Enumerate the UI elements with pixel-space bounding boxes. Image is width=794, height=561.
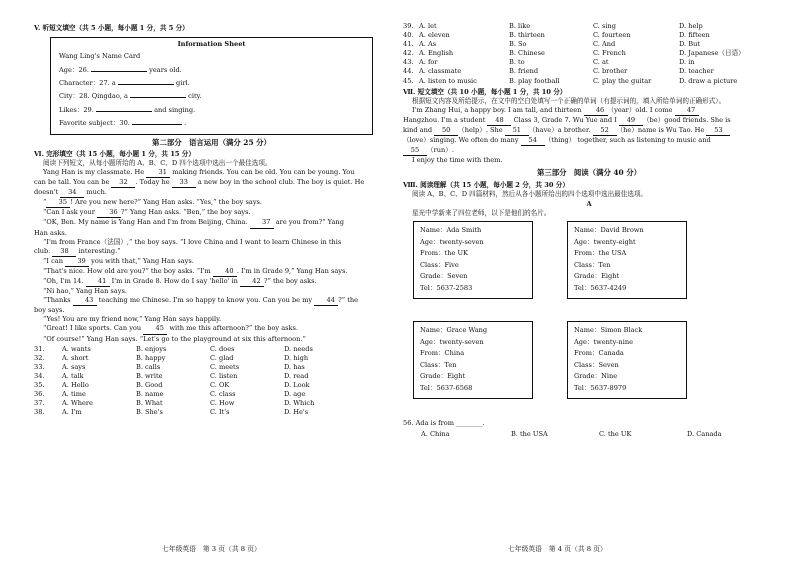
fill-text: I enjoy the time with them. [412, 156, 503, 165]
cloze-line [34, 218, 389, 228]
cloze-line [34, 267, 389, 277]
option-c[interactable]: C. sing [593, 22, 616, 30]
name-card [413, 221, 533, 299]
section-7-title: Ⅶ. 短文填空（共 10 小题，每小题 1 分，共 10 分） [403, 87, 567, 96]
option-d[interactable]: D. draw a picture [679, 76, 738, 85]
option-b[interactable]: B. Chinese [509, 49, 545, 58]
card-line: Tel：5637-6568 [420, 383, 473, 392]
question-number: 39. [403, 22, 414, 30]
card-line: Grade：Seven [420, 272, 468, 281]
cloze-text: “Thanks [43, 296, 73, 305]
cloze-line [34, 247, 389, 257]
option-d[interactable]: D. in [679, 58, 695, 67]
card-line: From：the USA [574, 249, 627, 258]
option-a[interactable]: A. says [62, 362, 86, 371]
option-b[interactable]: B. the USA [511, 430, 548, 439]
section-a-label: A [586, 199, 592, 208]
option-a[interactable]: A. China [421, 430, 450, 439]
section-6-instructions: 阅读下列短文，从每小题所给的 A、B、C、D 四个选项中选出一个最佳选项。 [43, 158, 272, 167]
option-d[interactable]: D. teacher [679, 67, 714, 76]
section-8-title: Ⅷ. 阅读理解（共 15 小题，每小题 2 分，共 30 分） [403, 180, 569, 189]
option-c[interactable]: C. class [210, 390, 236, 399]
option-b[interactable]: B. calls [136, 362, 161, 371]
sheet-row-suffix: city. [186, 92, 202, 101]
part-3-title: 第三部分 阅读（满分 40 分） [536, 168, 642, 178]
blank-36[interactable]: 36 [97, 208, 121, 218]
blank-45[interactable]: 45 [143, 324, 167, 334]
option-c[interactable]: C. fourteen [593, 31, 631, 40]
sheet-row-label: Favorite subject：30. [59, 119, 130, 128]
cloze-line [34, 277, 389, 287]
blank-44[interactable]: 44 [314, 296, 338, 306]
option-c[interactable]: C. does [210, 344, 235, 353]
fill-text: （year）old. I come [607, 105, 675, 114]
cloze-text: ! Are you new here?” Yang Han asks. “Yes,” the boy says. [70, 198, 263, 207]
question-number: 34. [34, 371, 45, 380]
page-footer-4: 七年级英语 第 4 页（共 8 页） [508, 545, 607, 553]
fill-text: （thing） together, such as listening to music and [544, 136, 711, 145]
cloze-text: doesn't [34, 188, 61, 197]
cloze-text: with me this afternoon?” the boy asks. [167, 324, 299, 333]
name-card [413, 321, 533, 399]
option-a[interactable]: A. for [419, 58, 438, 67]
option-b[interactable]: B. She's [136, 408, 163, 417]
cloze-line [34, 324, 389, 334]
fill-line [403, 126, 775, 136]
section-7-instructions: 根据短文内容及所给提示，在文中的空白处填写一个正确的单词（有提示词的，填入所给单词的正确形式）。 [412, 96, 726, 105]
section-5-title: V. 听短文填空（共 5 小题，每小题 1 分，共 5 分） [34, 24, 189, 32]
option-a[interactable]: A. I'm [62, 408, 82, 417]
option-c[interactable]: C. French [593, 49, 626, 58]
card-line: Age：twenty-seven [420, 237, 484, 246]
card-line: Grade：Eight [420, 372, 466, 381]
option-b[interactable]: B. What [136, 399, 163, 408]
question-number: 37. [34, 399, 45, 408]
sheet-blank[interactable] [96, 111, 152, 112]
card-line: From：the UK [420, 249, 468, 258]
option-d[interactable]: D. read [284, 371, 309, 380]
option-b[interactable]: B. to [509, 58, 525, 67]
card-line: Tel：5637-4249 [574, 283, 627, 292]
question-number: 31. [34, 344, 45, 353]
option-b[interactable]: B. name [136, 390, 164, 399]
cloze-text: “Oh, I'm 14. [43, 276, 86, 285]
sheet-title: Information Sheet [177, 40, 246, 49]
cloze-text: ?” Yang Han asks. “Ben,” the boy says. [121, 208, 251, 217]
cards-intro: 星光中学新来了四位老师，以下是他们的名片。 [412, 208, 551, 217]
blank-40[interactable]: 40 [213, 267, 237, 277]
question-number: 33. [34, 362, 45, 371]
cloze-options-continued [403, 22, 775, 86]
option-a[interactable]: A. wants [62, 344, 91, 353]
sheet-row [59, 64, 364, 77]
option-d[interactable]: D. needs [284, 344, 313, 353]
name-card [567, 321, 687, 399]
option-d[interactable]: D. high [284, 353, 309, 362]
cloze-text: a new boy in the school club. The boy is quiet. He [195, 178, 365, 187]
question-number: 32. [34, 353, 45, 362]
fill-line [403, 156, 775, 165]
blank-47[interactable]: 47 [675, 106, 699, 116]
blank-32[interactable]: 32 [111, 178, 135, 188]
question-number: 43. [403, 58, 414, 67]
cloze-text: “I can [43, 256, 66, 265]
option-a[interactable]: A. Where [62, 399, 93, 408]
sheet-row [59, 117, 364, 130]
option-b[interactable]: B. play football [509, 76, 560, 85]
card-line: Age：twenty-seven [420, 337, 484, 346]
question-number: 44. [403, 67, 414, 76]
blank-41[interactable]: 41 [86, 277, 110, 287]
option-d[interactable]: D. has [284, 362, 305, 371]
option-b[interactable]: B. So [509, 40, 527, 49]
cloze-text: you with that,” Yang Han says. [89, 256, 194, 265]
blank-55[interactable]: 55 [403, 146, 427, 156]
option-a[interactable]: A. short [62, 353, 89, 362]
card-line: Class：Seven [574, 360, 619, 369]
cloze-passage [34, 168, 389, 344]
option-d[interactable]: D. Which [284, 399, 315, 408]
fill-text: Class 3, Grade 7. Wu Yue and I [511, 115, 619, 124]
cloze-text: making friends. You can be old. You can be young. You [170, 167, 355, 176]
option-c[interactable]: C. glad [210, 353, 234, 362]
part-2-title: 第二部分 语言运用（满分 25 分） [152, 137, 271, 147]
card-line: Age：twenty-nine [574, 337, 634, 346]
option-b[interactable]: B. happy [136, 353, 166, 362]
fill-text: Hangzhou. I'm a student [403, 115, 488, 124]
fill-text: I'm Zhang Hui, a happy boy. I am tall, and thirteen [412, 105, 584, 114]
fill-line [403, 146, 775, 156]
fill-text: （he）name is Wu Tao. He [616, 126, 707, 135]
cloze-line [34, 306, 389, 315]
fill-text: （have）a brother. [528, 126, 593, 135]
page-footer-3: 七年级英语 第 3 页（共 8 页） [162, 545, 261, 553]
card-line: Tel：5637-8979 [574, 383, 627, 392]
blank-37[interactable]: 37 [250, 218, 274, 228]
option-c[interactable]: C. the UK [599, 430, 632, 439]
cloze-line [34, 335, 389, 344]
section-8-instructions: 阅读 A、B、C、D 四篇材料，然后从各小题所给出的四个选项中选出最佳选项。 [412, 189, 648, 198]
cloze-text: “That's nice. How old are you?” the boy asks. “I'm [43, 266, 213, 275]
blank-33[interactable]: 33 [172, 178, 196, 188]
question-number: 45. [403, 76, 414, 85]
sheet-row [59, 104, 364, 117]
fill-line [403, 116, 775, 126]
cloze-text: “Of course!” Yang Han says. “Let's go to the playground at six this afternoon.” [43, 334, 306, 343]
option-c[interactable]: C. OK [210, 381, 230, 389]
cloze-text: “Can I ask your [43, 208, 97, 217]
question-number: 38. [34, 408, 45, 417]
fill-text: （be）good friends. She is [642, 115, 731, 124]
card-line: From：China [420, 349, 465, 358]
option-c[interactable]: C. And [593, 40, 616, 49]
cloze-text: boy says. [34, 306, 65, 315]
card-line: Class：Five [420, 260, 459, 269]
option-c[interactable]: C. play the guitar [593, 76, 652, 85]
blank-49[interactable]: 49 [619, 116, 643, 126]
fill-line [403, 106, 775, 116]
question-number: 35. [34, 381, 45, 389]
cloze-text: Yang Han is my classmate. He [43, 167, 147, 176]
fill-line [403, 136, 775, 146]
option-a[interactable]: A. talk [62, 371, 84, 380]
blank-53[interactable]: 53 [706, 126, 730, 136]
cloze-line [34, 257, 389, 267]
cloze-text: can be tall. You can be [34, 178, 112, 187]
option-c[interactable]: C. It's [210, 408, 230, 417]
cloze-line [34, 296, 389, 306]
sheet-blank[interactable] [118, 84, 174, 85]
option-d[interactable]: D. Canada [687, 430, 722, 439]
question-number: 36. [34, 390, 45, 399]
question-number: 41. [403, 40, 414, 49]
cloze-line [34, 208, 389, 218]
cloze-text: club. [34, 246, 53, 255]
blank-51[interactable]: 51 [505, 126, 529, 136]
card-line: Class：Ten [420, 360, 457, 369]
blank-50[interactable]: 50 [434, 126, 458, 136]
option-a[interactable]: A. classmate [419, 67, 462, 76]
sheet-row-suffix: and singing. [151, 105, 196, 114]
option-c[interactable]: C. meets [210, 362, 240, 371]
cloze-text: are you from?” Yang [273, 218, 344, 227]
sheet-row-suffix: girl. [173, 78, 190, 87]
blank-42[interactable]: 42 [240, 277, 264, 287]
card-line: Tel：5637-2583 [420, 283, 473, 292]
card-line: Grade：Nine [574, 372, 618, 381]
card-line: Name：Ada Smith [420, 226, 482, 234]
sheet-row [59, 90, 364, 103]
option-a[interactable]: A. English [419, 49, 454, 58]
cloze-text: “Great! I like sports. Can you [43, 324, 144, 333]
cloze-options [34, 345, 389, 418]
sheet-row-label: Likes：29. [59, 105, 94, 114]
option-c[interactable]: C. listen [210, 371, 238, 380]
blank-43[interactable]: 43 [73, 296, 97, 306]
sheet-row [59, 50, 364, 63]
cloze-text: “ [43, 198, 47, 207]
card-line: Name：David Brown [574, 226, 644, 234]
blank-48[interactable]: 48 [487, 116, 511, 126]
option-a[interactable]: A. time [62, 390, 86, 399]
cloze-text: “Yes! You are my friend now,” Yang Han says happily. [43, 315, 222, 324]
question-number: 42. [403, 49, 414, 58]
sheet-row-label: Character：27. a [59, 78, 116, 87]
option-d[interactable]: D. fifteen [679, 31, 710, 40]
sheet-row-label: Wang Ling's Name Card [59, 52, 141, 61]
cloze-line [34, 198, 389, 208]
blank-31[interactable]: 31 [146, 168, 170, 178]
cloze-line [34, 229, 389, 238]
left-column [34, 22, 389, 417]
option-d[interactable]: D. help [679, 22, 703, 30]
option-d[interactable]: D. He's [284, 408, 309, 417]
name-cards [403, 221, 775, 419]
cloze-text: Han asks. [34, 228, 67, 237]
option-a[interactable]: A. As [419, 40, 437, 49]
cloze-text: “Ni hao,” Yang Han says. [43, 287, 127, 296]
cloze-line [34, 168, 389, 178]
option-b[interactable]: B. like [509, 22, 531, 30]
sheet-blank[interactable] [132, 124, 182, 125]
name-card [567, 221, 687, 299]
option-d[interactable]: D. Japanese（日语） [679, 49, 745, 58]
option-d[interactable]: D. age [284, 390, 306, 399]
cloze-text: interesting.” [76, 246, 121, 255]
option-c[interactable]: C. at [593, 58, 609, 67]
blank-46[interactable]: 46 [584, 106, 608, 116]
cloze-text: teaching me Chinese. I'm so happy to know you. Can you be my [96, 296, 315, 305]
card-line: Age：twenty-eight [574, 237, 636, 246]
fill-text: （run）. [427, 146, 454, 155]
blank-39[interactable]: 39 [65, 257, 89, 267]
card-line: From：Canada [574, 349, 624, 358]
cloze-text: “OK, Ben. My name is Yang Han and I'm from Beijing, China. [43, 218, 250, 227]
question-number: 40. [403, 31, 414, 40]
question-56-options [403, 430, 775, 439]
information-sheet [50, 37, 373, 134]
fill-blank-passage [403, 106, 775, 166]
sheet-blank[interactable] [91, 71, 147, 72]
option-spacer [403, 430, 421, 439]
fill-text: （help）. She [458, 126, 505, 135]
fill-text: （love）singing. We often do many [403, 136, 521, 145]
option-a[interactable]: A. Hello [62, 381, 89, 389]
option-b[interactable]: B. write [136, 371, 163, 380]
option-b[interactable]: B. enjoys [136, 344, 167, 353]
option-a[interactable]: A. let [419, 22, 437, 30]
fill-text: kind and [403, 126, 435, 135]
cloze-text: . Today he [135, 178, 172, 187]
sheet-row-label: Age：26. [59, 65, 89, 74]
card-line: Class：Ten [574, 260, 611, 269]
sheet-row-suffix: . [182, 119, 187, 128]
card-line: Name：Simon Black [574, 326, 643, 334]
option-d[interactable]: D. But [679, 40, 700, 49]
option-d[interactable]: D. Look [284, 381, 310, 389]
option-a[interactable]: A. listen to music [419, 76, 477, 85]
right-column [403, 22, 775, 439]
sheet-row-label: City：28. Qingdao, a [59, 92, 128, 101]
card-line: Grade：Eight [574, 272, 620, 281]
cloze-line [34, 315, 389, 324]
cloze-line [34, 178, 389, 188]
blank-52[interactable]: 52 [593, 126, 617, 136]
card-line: Name：Grace Wang [420, 326, 488, 334]
cloze-text: ?” the boy asks. [263, 276, 317, 285]
section-6-title: Ⅵ. 完形填空（共 15 小题，每小题 1 分，共 15 分） [34, 149, 195, 158]
cloze-text: much. [84, 188, 107, 197]
option-b[interactable]: B. thirteen [509, 31, 545, 40]
option-a[interactable]: A. eleven [419, 31, 450, 40]
cloze-line [34, 238, 389, 247]
question-56: 56. Ada is from ________. [403, 419, 485, 427]
blank-34[interactable]: 34 [60, 188, 84, 198]
sheet-row [59, 77, 364, 90]
cloze-line [34, 188, 389, 198]
blank-35[interactable]: 35 [46, 198, 70, 208]
option-c[interactable]: C. How [210, 399, 235, 408]
blank-54[interactable]: 54 [521, 136, 545, 146]
sheet-blank[interactable] [130, 97, 186, 98]
sheet-row-suffix: years old. [147, 65, 182, 74]
option-b[interactable]: B. Good [136, 381, 163, 389]
cloze-text: I'm in Grade 8. How do I say 'hello' in [109, 276, 240, 285]
cloze-text: “I'm from France（法国）,” the boy says. “I love China and I want to learn Chinese in this [43, 237, 342, 246]
blank-38[interactable]: 38 [52, 247, 76, 257]
cloze-text: . I'm in Grade 9,” Yang Han says. [236, 266, 348, 275]
option-b[interactable]: B. friend [509, 67, 539, 76]
option-c[interactable]: C. brother [593, 67, 628, 76]
cloze-line [34, 287, 389, 296]
cloze-text: ?” the [338, 296, 359, 305]
